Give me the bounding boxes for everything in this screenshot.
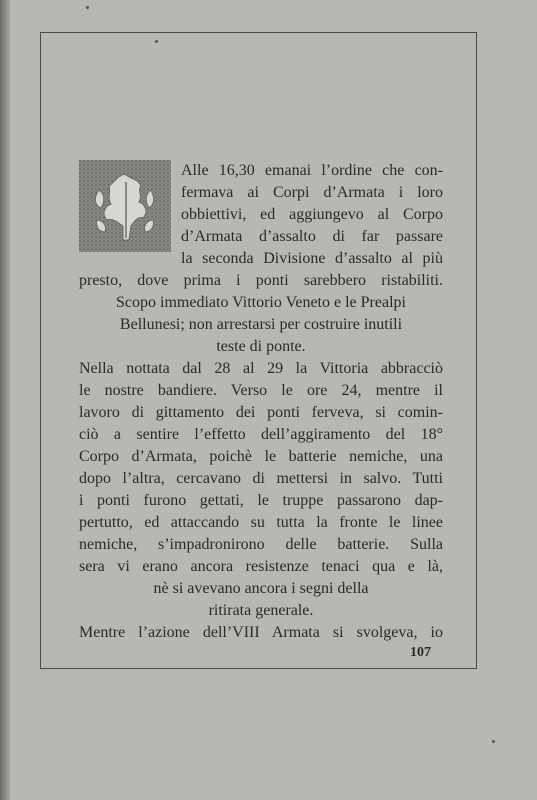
text-line: nemiche, s’impadronirono delle batterie. Sulla xyxy=(79,536,443,553)
text-line: ciò a sentire l’effetto dell’aggiramento del 18° xyxy=(79,426,443,443)
page-number: 107 xyxy=(410,645,431,660)
text-line: i ponti furono gettati, le truppe passarono dap- xyxy=(79,492,443,509)
text-line: sera vi erano ancora resistenze tenaci qua e là, xyxy=(79,558,443,575)
text-line: d’Armata d’assalto di far passare xyxy=(181,228,443,245)
text-line: la seconda Divisione d’assalto al più xyxy=(181,250,443,267)
text-line: obbiettivi, ed aggiungevo al Corpo xyxy=(181,206,443,223)
text-line: dopo l’altra, cercavano di mettersi in salvo. Tutti xyxy=(79,470,443,487)
paper-speck xyxy=(86,6,89,9)
text-line: Scopo immediato Vittorio Veneto e le Prealpi xyxy=(116,294,406,311)
paper-speck xyxy=(492,740,495,743)
text-line: pertutto, ed attaccando su tutta la fronte le linee xyxy=(79,514,443,531)
text-line: Bellunesi; non arrestarsi per costruire inutili xyxy=(119,316,403,333)
text-line: nè si avevano ancora i segni della xyxy=(153,580,369,597)
text-line: ritirata generale. xyxy=(208,602,314,619)
text-line: Alle 16,30 emanai l’ordine che con- xyxy=(181,162,443,179)
leaf-ornament-icon xyxy=(79,160,171,252)
paper-speck xyxy=(155,40,158,43)
book-gutter-shadow xyxy=(0,0,10,800)
text-line: presto, dove prima i ponti sarebbero ristabiliti. xyxy=(79,272,443,289)
text-line: Mentre l’azione dell’VIII Armata si svolgeva, io xyxy=(79,624,443,641)
text-line: Corpo d’Armata, poichè le batterie nemiche, una xyxy=(79,448,443,465)
drop-cap xyxy=(79,160,171,252)
text-line: Nella nottata dal 28 al 29 la Vittoria abbracciò xyxy=(79,360,443,377)
text-line: teste di ponte. xyxy=(216,338,306,355)
text-line: lavoro di gittamento dei ponti ferveva, si comin- xyxy=(79,404,443,421)
text-line: fermava ai Corpi d’Armata i loro xyxy=(181,184,443,201)
text-line: le nostre bandiere. Verso le ore 24, mentre il xyxy=(79,382,443,399)
page-text xyxy=(79,160,443,644)
